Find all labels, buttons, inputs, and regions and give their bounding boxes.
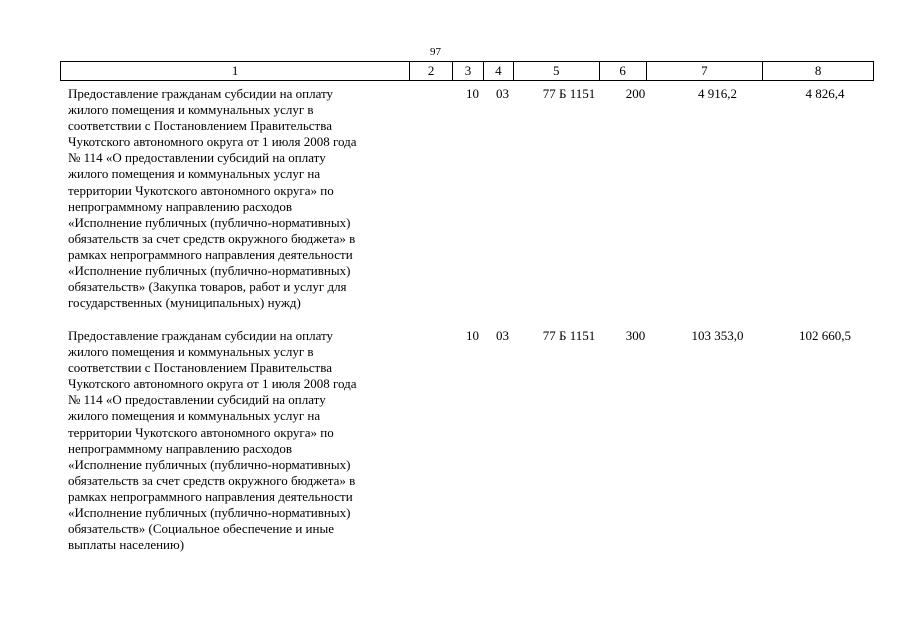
row-target-article: 77 Б 1151 <box>542 328 596 343</box>
page-number: 97 <box>430 46 441 58</box>
row-amount-8: 4 826,4 <box>805 86 845 101</box>
row-expense-type: 300 <box>625 328 646 343</box>
header-col-1: 1 <box>61 62 410 80</box>
row-expense-type: 200 <box>625 86 646 101</box>
header-col-2: 2 <box>410 62 453 80</box>
row-section: 10 <box>466 86 479 101</box>
header-col-8: 8 <box>814 63 822 78</box>
header-col-5: 5 <box>514 62 600 80</box>
header-col-4: 4 <box>484 62 514 80</box>
row-subsection: 03 <box>496 328 509 343</box>
header-col-3: 3 <box>453 62 484 80</box>
header-col-6: 6 <box>600 62 647 80</box>
table-header <box>60 61 874 81</box>
row-description: Предоставление гражданам субсидии на оплату жилого помещения и коммунальных услуг в соответствии с Постановлением Правительства Чукотского автономного округа от 1 июля 2008 года № 114 «О предоставлении субсидий на оплату жилого помещения и коммунальных услуг на территории Чукотского автономного округа» по непрограммному направлению расходов «Исполнение публичных (публично-нормативных) обязательств за счет средств окружного бюджета» в рамках непрограммного направления деятельности «Исполнение публичных (публично-нормативных) обязательств» (Социальное обеспечение и иные выплаты населению) <box>68 328 357 553</box>
row-amount-7: 103 353,0 <box>691 328 744 343</box>
row-amount-7: 4 916,2 <box>698 86 737 101</box>
row-section: 10 <box>466 328 479 343</box>
row-amount-8: 102 660,5 <box>799 328 851 343</box>
header-col-7: 7 <box>647 62 764 80</box>
row-description: Предоставление гражданам субсидии на оплату жилого помещения и коммунальных услуг в соответствии с Постановлением Правительства Чукотского автономного округа от 1 июля 2008 года № 114 «О предоставлении субсидий на оплату жилого помещения и коммунальных услуг на территории Чукотского автономного округа» по непрограммному направлению расходов «Исполнение публичных (публично-нормативных) обязательств за счет средств окружного бюджета» в рамках непрограммного направления деятельности «Исполнение публичных (публично-нормативных) обязательств» (Закупка товаров, работ и услуг для государственных (муниципальных) нужд) <box>68 86 357 311</box>
row-target-article: 77 Б 1151 <box>542 86 596 101</box>
row-subsection: 03 <box>496 86 509 101</box>
